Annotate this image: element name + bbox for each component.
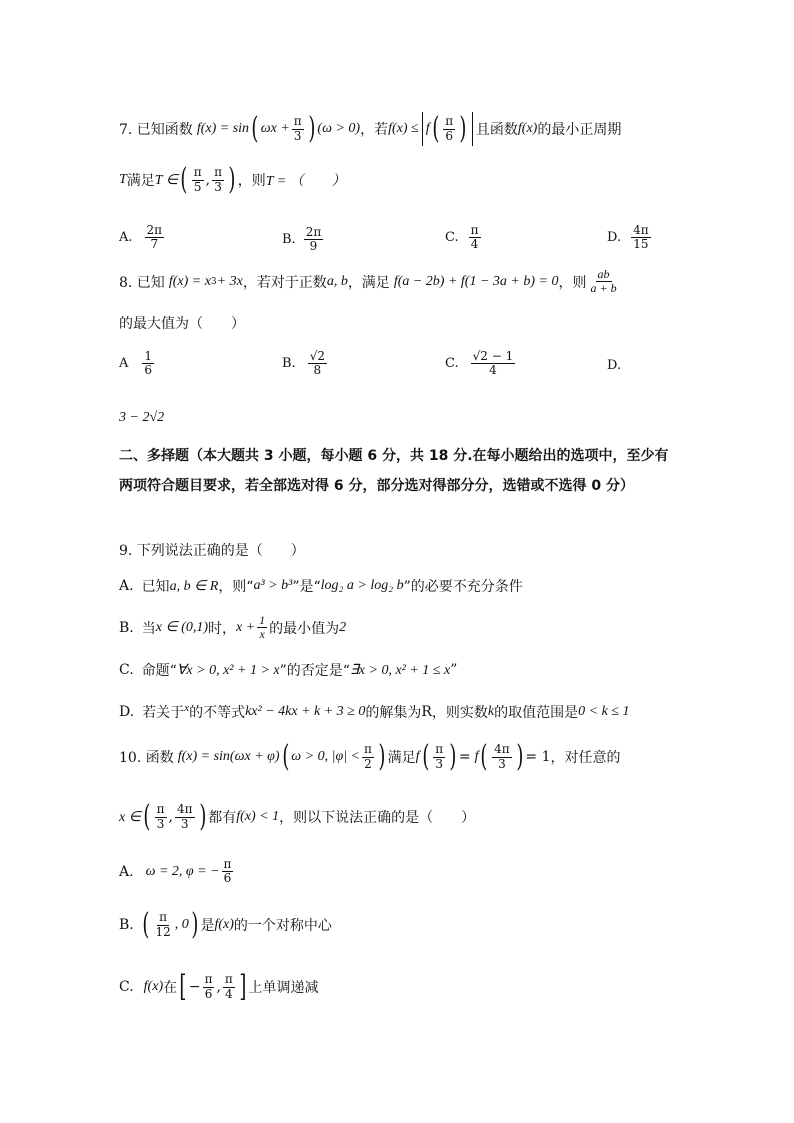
close-paren: )	[198, 799, 206, 834]
q10-satisfy: 满足	[387, 750, 416, 766]
frac-num: π	[224, 972, 233, 987]
frac-num: 2π	[146, 223, 163, 237]
q9-stem: 9. 下列说法正确的是（ ）	[119, 543, 305, 559]
q7-option-b[interactable]	[282, 226, 325, 253]
open-paren: (	[480, 739, 488, 774]
q9a-var: a, b ∈ R	[169, 578, 219, 594]
frac-num: π	[193, 165, 202, 180]
q8-ab: a, b	[326, 273, 348, 289]
q8-cond: f(a − 2b) + f(1 − 3a + b) = 0	[393, 273, 559, 289]
option-label: A.	[119, 230, 133, 246]
q10-cond: ω > 0, |φ| <	[291, 749, 360, 764]
frac-den: 4	[225, 986, 233, 1001]
q10b-zero: , 0	[174, 917, 189, 932]
frac-den: x	[259, 627, 265, 642]
q9d-ineq: kx² − 4kx + k + 3 ≥ 0	[245, 704, 366, 719]
q7-if: ，若	[360, 122, 389, 138]
option-label: A	[119, 356, 129, 372]
q9-option-b[interactable]	[119, 614, 346, 641]
option-frac	[631, 224, 651, 251]
q7-option-d[interactable]	[607, 224, 653, 251]
q8-func: f(x) = x	[168, 273, 211, 289]
q10-stem-line2: x ∈ ( $\frac{\pi}{3}$ , $\frac{4\pi}{3}$ ) 都有 f(x) < 1 ，则以下说法正确的是（ ）	[119, 799, 476, 834]
q10b-tail: 的一个对称中心	[233, 918, 332, 934]
q9c-prop: ∀x > 0, x² + 1 > x	[176, 662, 280, 678]
q7-T-eq: T = （ ）	[265, 174, 346, 189]
q9b-text3: 的最小值为	[269, 620, 340, 637]
q9a-text3: ”是“	[292, 579, 321, 595]
q9a-cond2: log₂ a > log₂ b	[320, 578, 404, 593]
q10c-minus: −	[188, 979, 201, 995]
q9c-text1: 命题“	[141, 663, 177, 679]
q9a-text1: 已知	[141, 579, 170, 595]
q8-option-d[interactable]	[607, 358, 621, 373]
q7-suffix: 且函数	[475, 122, 518, 138]
option-label: B.	[282, 356, 296, 372]
q8-then: ，则	[558, 274, 587, 291]
option-label: D.	[119, 704, 135, 720]
q7-fx-le: f(x) ≤	[388, 121, 419, 136]
q9c-neg: ∃x > 0, x² + 1 ≤ x	[349, 662, 451, 678]
q10-pi-over-2	[362, 743, 374, 770]
q7-stem-line1	[119, 112, 621, 146]
frac-den: 4	[489, 363, 497, 378]
q9c-text3: ”	[450, 662, 458, 678]
frac-den: 6	[445, 128, 454, 143]
q10c-pi-over-6	[203, 973, 215, 1000]
q7-cond: (ω > 0)	[317, 121, 361, 136]
q9d-r: R	[421, 704, 432, 720]
frac-den: 3	[435, 756, 443, 771]
option-label: C.	[445, 356, 459, 372]
open-paren: (	[431, 111, 439, 146]
frac-num: π	[204, 972, 213, 987]
q10c-fx: f(x)	[143, 979, 164, 994]
frac-num: π	[445, 114, 454, 129]
q10-option-c[interactable]: C. f(x) 在 [ − $\frac{\pi}{6}$ , $\frac{\pi}{4}$ ] 上单调递减	[119, 969, 319, 1004]
frac-num: π	[364, 742, 372, 757]
q9b-text2: 时，	[207, 620, 236, 637]
option-label: C.	[119, 979, 134, 995]
q10-stem-line1	[119, 739, 621, 774]
q7-prefix: 7. 已知函数	[119, 122, 193, 138]
frac-den: 15	[633, 237, 649, 252]
q9b-text1: 当	[141, 620, 156, 637]
close-paren: )	[449, 739, 457, 774]
frac-den: 3	[156, 816, 165, 831]
frac-den: 5	[193, 179, 202, 194]
q7-fx: f(x)	[517, 121, 538, 136]
frac-den: 8	[313, 363, 322, 378]
q9c-text2: ”的否定是“	[279, 663, 350, 679]
q10a-expr: ω = 2, φ = −	[145, 863, 220, 879]
q10-4pi-over-3b	[175, 803, 195, 830]
option-label: A.	[119, 578, 134, 594]
option-frac	[304, 226, 324, 253]
frac-num: π	[214, 165, 222, 180]
q9b-expr: x +	[235, 619, 256, 635]
q7-pi-over-3	[292, 115, 304, 142]
q9d-text3: 的解集为	[365, 705, 422, 721]
q10-pi-over-3	[433, 743, 445, 770]
frac-den: 3	[214, 179, 222, 194]
frac-den: 3	[498, 756, 506, 771]
close-bracket: ]	[239, 969, 247, 1004]
q10-ineq: f(x) < 1	[236, 809, 280, 824]
q7-func: f(x) = sin	[196, 121, 250, 136]
q10b-text: 是	[200, 918, 215, 934]
frac-num: π	[435, 742, 444, 757]
q9d-text2: 的不等式	[189, 705, 246, 721]
q8-option-b[interactable]	[282, 350, 329, 377]
close-paren: )	[228, 162, 236, 197]
q9d-text4: ，则实数	[431, 705, 488, 721]
q10c-pi-over-4	[223, 973, 235, 1000]
frac-num: ab	[597, 267, 610, 281]
option-frac	[469, 224, 481, 251]
exponent: 3	[210, 276, 217, 287]
close-paren: )	[308, 111, 316, 146]
frac-num: π	[470, 223, 479, 237]
q10c-tail: 上单调递减	[248, 980, 319, 996]
option-frac	[142, 350, 154, 377]
q8-stem-line1	[119, 268, 621, 295]
option-label: D.	[607, 230, 622, 246]
q9a-text4: ”的必要不充分条件	[403, 579, 523, 595]
frac-num: √2 − 1	[472, 349, 514, 363]
q8-option-a[interactable]	[119, 350, 156, 377]
q7-then: ，则	[237, 173, 266, 189]
abs-bar-right	[472, 112, 473, 146]
frac-num: π	[223, 857, 232, 871]
frac-den: 7	[150, 237, 159, 252]
frac-den: 9	[309, 239, 318, 254]
q10-option-a[interactable]	[119, 858, 235, 885]
q8-option-c[interactable]	[445, 350, 517, 377]
option-label: B.	[282, 232, 296, 248]
frac-num: 4π	[494, 742, 510, 757]
q10-mid: 都有	[208, 810, 237, 826]
q9d-text1: 若关于	[142, 705, 185, 721]
q10-option-b[interactable]	[119, 907, 332, 942]
q9-option-a[interactable]	[119, 576, 523, 596]
q10-eq: =	[458, 749, 471, 765]
frac-den: 3	[293, 128, 302, 143]
q10b-fx: f(x)	[214, 917, 234, 932]
q7-f: f	[425, 121, 430, 136]
q7-T: T	[119, 172, 127, 187]
q10-func: f(x) = sin(ωx + φ)	[177, 749, 280, 764]
q8-mid2: ，满足	[347, 274, 390, 291]
option-frac	[471, 350, 516, 377]
open-paren: (	[281, 739, 289, 774]
option-label: A.	[119, 863, 134, 880]
close-paren: )	[378, 739, 386, 774]
q7-tail: 的最小正周期	[537, 122, 622, 138]
option-label: B.	[119, 619, 134, 636]
q7-inner: ωx +	[260, 121, 290, 136]
q10a-pi-over-6	[222, 858, 234, 885]
q10-x-in: x ∈	[119, 809, 141, 825]
q9d-k: k	[487, 704, 495, 719]
q8-prefix: 8. 已知	[119, 274, 165, 291]
q10-pi-over-3b	[155, 803, 167, 830]
q8-stem-line2: 的最大值为（ ）	[119, 316, 245, 332]
close-paren: )	[516, 739, 524, 774]
close-paren: )	[191, 907, 199, 942]
q7-pi-over-5	[192, 166, 204, 193]
q9d-range: 0 < k ≤ 1	[578, 704, 630, 719]
q9b-frac	[257, 614, 267, 641]
frac-num: 4π	[176, 802, 193, 817]
frac-den: 2	[364, 756, 372, 771]
abs-bar-left	[422, 112, 423, 146]
q10c-in: 在	[163, 980, 178, 996]
q7-option-c[interactable]	[445, 224, 483, 251]
q8-mid: ，若对于正数	[242, 274, 327, 291]
q10-f: f	[415, 749, 420, 764]
open-paren: (	[421, 739, 429, 774]
frac-num: 2π	[305, 225, 322, 239]
q10-tail: ，对任意的	[550, 750, 621, 766]
open-paren: (	[180, 162, 188, 197]
option-label: C.	[119, 662, 134, 678]
q8-func-tail: + 3x	[216, 273, 243, 289]
close-paren: )	[459, 111, 467, 146]
option-frac	[145, 224, 165, 251]
open-bracket: [	[179, 969, 187, 1004]
q9a-text2: ，则“	[218, 579, 254, 595]
frac-num: 1	[259, 613, 266, 627]
q9-option-c[interactable]	[119, 660, 457, 680]
q9-option-d[interactable]	[119, 702, 630, 722]
q10-line2-tail: ，则以下说法正确的是（ ）	[279, 810, 476, 826]
open-paren: (	[143, 799, 151, 834]
q7-pi-over-6	[443, 115, 455, 142]
frac-num: π	[156, 802, 165, 817]
frac-num: π	[159, 910, 168, 925]
frac-num: √2	[309, 349, 325, 363]
frac-den: 6	[223, 871, 232, 886]
q7-stem-line2: T 满足 T ∈ ( $\frac{\pi}{5}$ , $\frac{\pi}{3}$ ) ，则 T = （ ）	[119, 162, 346, 197]
frac-den: 6	[144, 363, 153, 378]
option-label: C.	[445, 230, 459, 246]
q10-prefix: 10. 函数	[119, 750, 174, 766]
option-label: D.	[607, 358, 622, 373]
frac-den: a + b	[590, 281, 617, 296]
frac-den: 6	[204, 986, 213, 1001]
option-label: B.	[119, 917, 134, 933]
frac-num: 1	[144, 349, 153, 363]
q7-satisfy: 满足	[126, 173, 155, 189]
frac-den: 4	[470, 237, 479, 252]
option-frac	[308, 350, 327, 377]
q10-4pi-over-3	[492, 743, 512, 770]
frac-den: 12	[155, 924, 171, 939]
q8-option-d-value: 3 − 2√2	[119, 410, 165, 425]
q9d-x: x	[184, 702, 190, 714]
q9b-val: 2	[339, 619, 347, 635]
q9a-cond1: a³ > b³	[253, 578, 293, 593]
q9d-text5: 的取值范围是	[494, 705, 579, 721]
q7-T-in: T ∈	[154, 172, 179, 188]
q7-pi-over-3b	[212, 166, 224, 193]
q7-option-a[interactable]	[119, 224, 166, 251]
section2-heading: 二、多择题（本大题共 3 小题，每小题 6 分，共 18 分.在每小题给出的选项中，至少有两项符合题目要求，若全部选对得 6 分，部分选对得部分分，选错或不选得 0 分）	[119, 448, 669, 494]
q10-f2: f	[474, 749, 479, 764]
q10b-pi-over-12	[153, 911, 172, 938]
frac-num: π	[293, 114, 302, 129]
q9b-var: x ∈ (0,1)	[155, 620, 208, 636]
frac-den: 3	[180, 816, 189, 831]
open-paren: (	[142, 907, 150, 942]
q10-eq1: = 1	[525, 749, 551, 765]
q8-ab-frac	[588, 268, 618, 295]
open-paren: (	[251, 111, 259, 146]
frac-num: 4π	[633, 223, 649, 237]
